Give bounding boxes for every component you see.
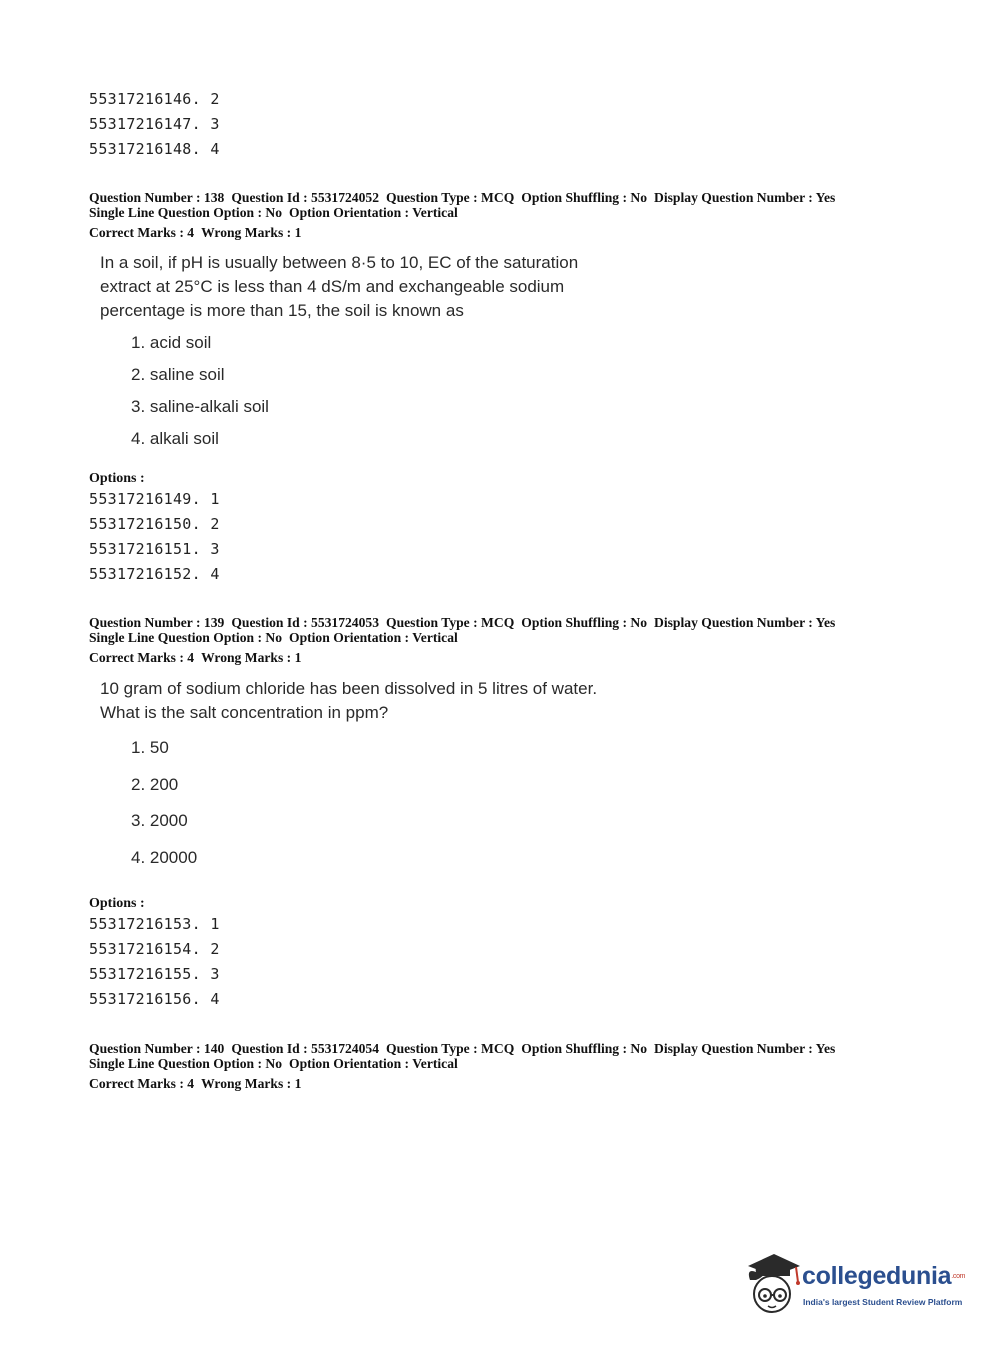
question-choice: 3. 2000 xyxy=(131,811,188,830)
question-meta-line: Question Number : 138 Question Id : 5531724052 Question Type : MCQ Option Shuffling : No Display Question Number : Yes xyxy=(89,190,836,205)
option-line: 55317216156. 4 xyxy=(89,990,220,1008)
question-text-line: In a soil, if pH is usually between 8·5 to 10, EC of the saturation xyxy=(100,253,579,272)
option-line: 55317216151. 3 xyxy=(89,540,220,558)
question-text-line: What is the salt concentration in ppm? xyxy=(100,703,389,722)
question-meta-line: Question Number : 139 Question Id : 5531724053 Question Type : MCQ Option Shuffling : No Display Question Number : Yes xyxy=(89,615,836,630)
options-label: Options : xyxy=(89,471,145,486)
question-marks: Correct Marks : 4 Wrong Marks : 1 xyxy=(89,1076,302,1091)
logo-wordmark: collegedunia$^{.com}$ xyxy=(802,1262,966,1290)
question-choice: 3. saline-alkali soil xyxy=(131,397,269,416)
options-label: Options : xyxy=(89,896,145,911)
collegedunia-logo[interactable] xyxy=(742,1250,972,1320)
option-line: 55317216150. 2 xyxy=(89,515,220,533)
question-meta-line: Single Line Question Option : No Option Orientation : Vertical xyxy=(89,1056,458,1071)
question-choice: 4. 20000 xyxy=(131,848,198,867)
logo-tagline: India's largest Student Review Platform xyxy=(803,1297,963,1307)
option-line: 55317216147. 3 xyxy=(89,115,220,133)
question-choice: 2. 200 xyxy=(131,775,179,794)
question-text-line: percentage is more than 15, the soil is known as xyxy=(100,301,464,320)
question-text-line: 10 gram of sodium chloride has been dissolved in 5 litres of water. xyxy=(100,679,598,698)
option-line: 55317216146. 2 xyxy=(89,90,220,108)
question-text-line: extract at 25°C is less than 4 dS/m and exchangeable sodium xyxy=(100,277,565,296)
question-choice: 1. acid soil xyxy=(131,333,212,352)
question-meta-line: Question Number : 140 Question Id : 5531724054 Question Type : MCQ Option Shuffling : No Display Question Number : Yes xyxy=(89,1041,836,1056)
option-line: 55317216152. 4 xyxy=(89,565,220,583)
question-choice: 1. 50 xyxy=(131,738,169,757)
option-line: 55317216155. 3 xyxy=(89,965,220,983)
option-line: 55317216149. 1 xyxy=(89,490,220,508)
option-line: 55317216148. 4 xyxy=(89,140,220,158)
question-choice: 4. alkali soil xyxy=(131,429,219,448)
question-marks: Correct Marks : 4 Wrong Marks : 1 xyxy=(89,650,302,665)
question-marks: Correct Marks : 4 Wrong Marks : 1 xyxy=(89,225,302,240)
mascot-icon xyxy=(742,1250,802,1320)
option-line: 55317216154. 2 xyxy=(89,940,220,958)
question-choice: 2. saline soil xyxy=(131,365,225,384)
question-meta-line: Single Line Question Option : No Option Orientation : Vertical xyxy=(89,205,458,220)
question-meta-line: Single Line Question Option : No Option Orientation : Vertical xyxy=(89,630,458,645)
option-line: 55317216153. 1 xyxy=(89,915,220,933)
